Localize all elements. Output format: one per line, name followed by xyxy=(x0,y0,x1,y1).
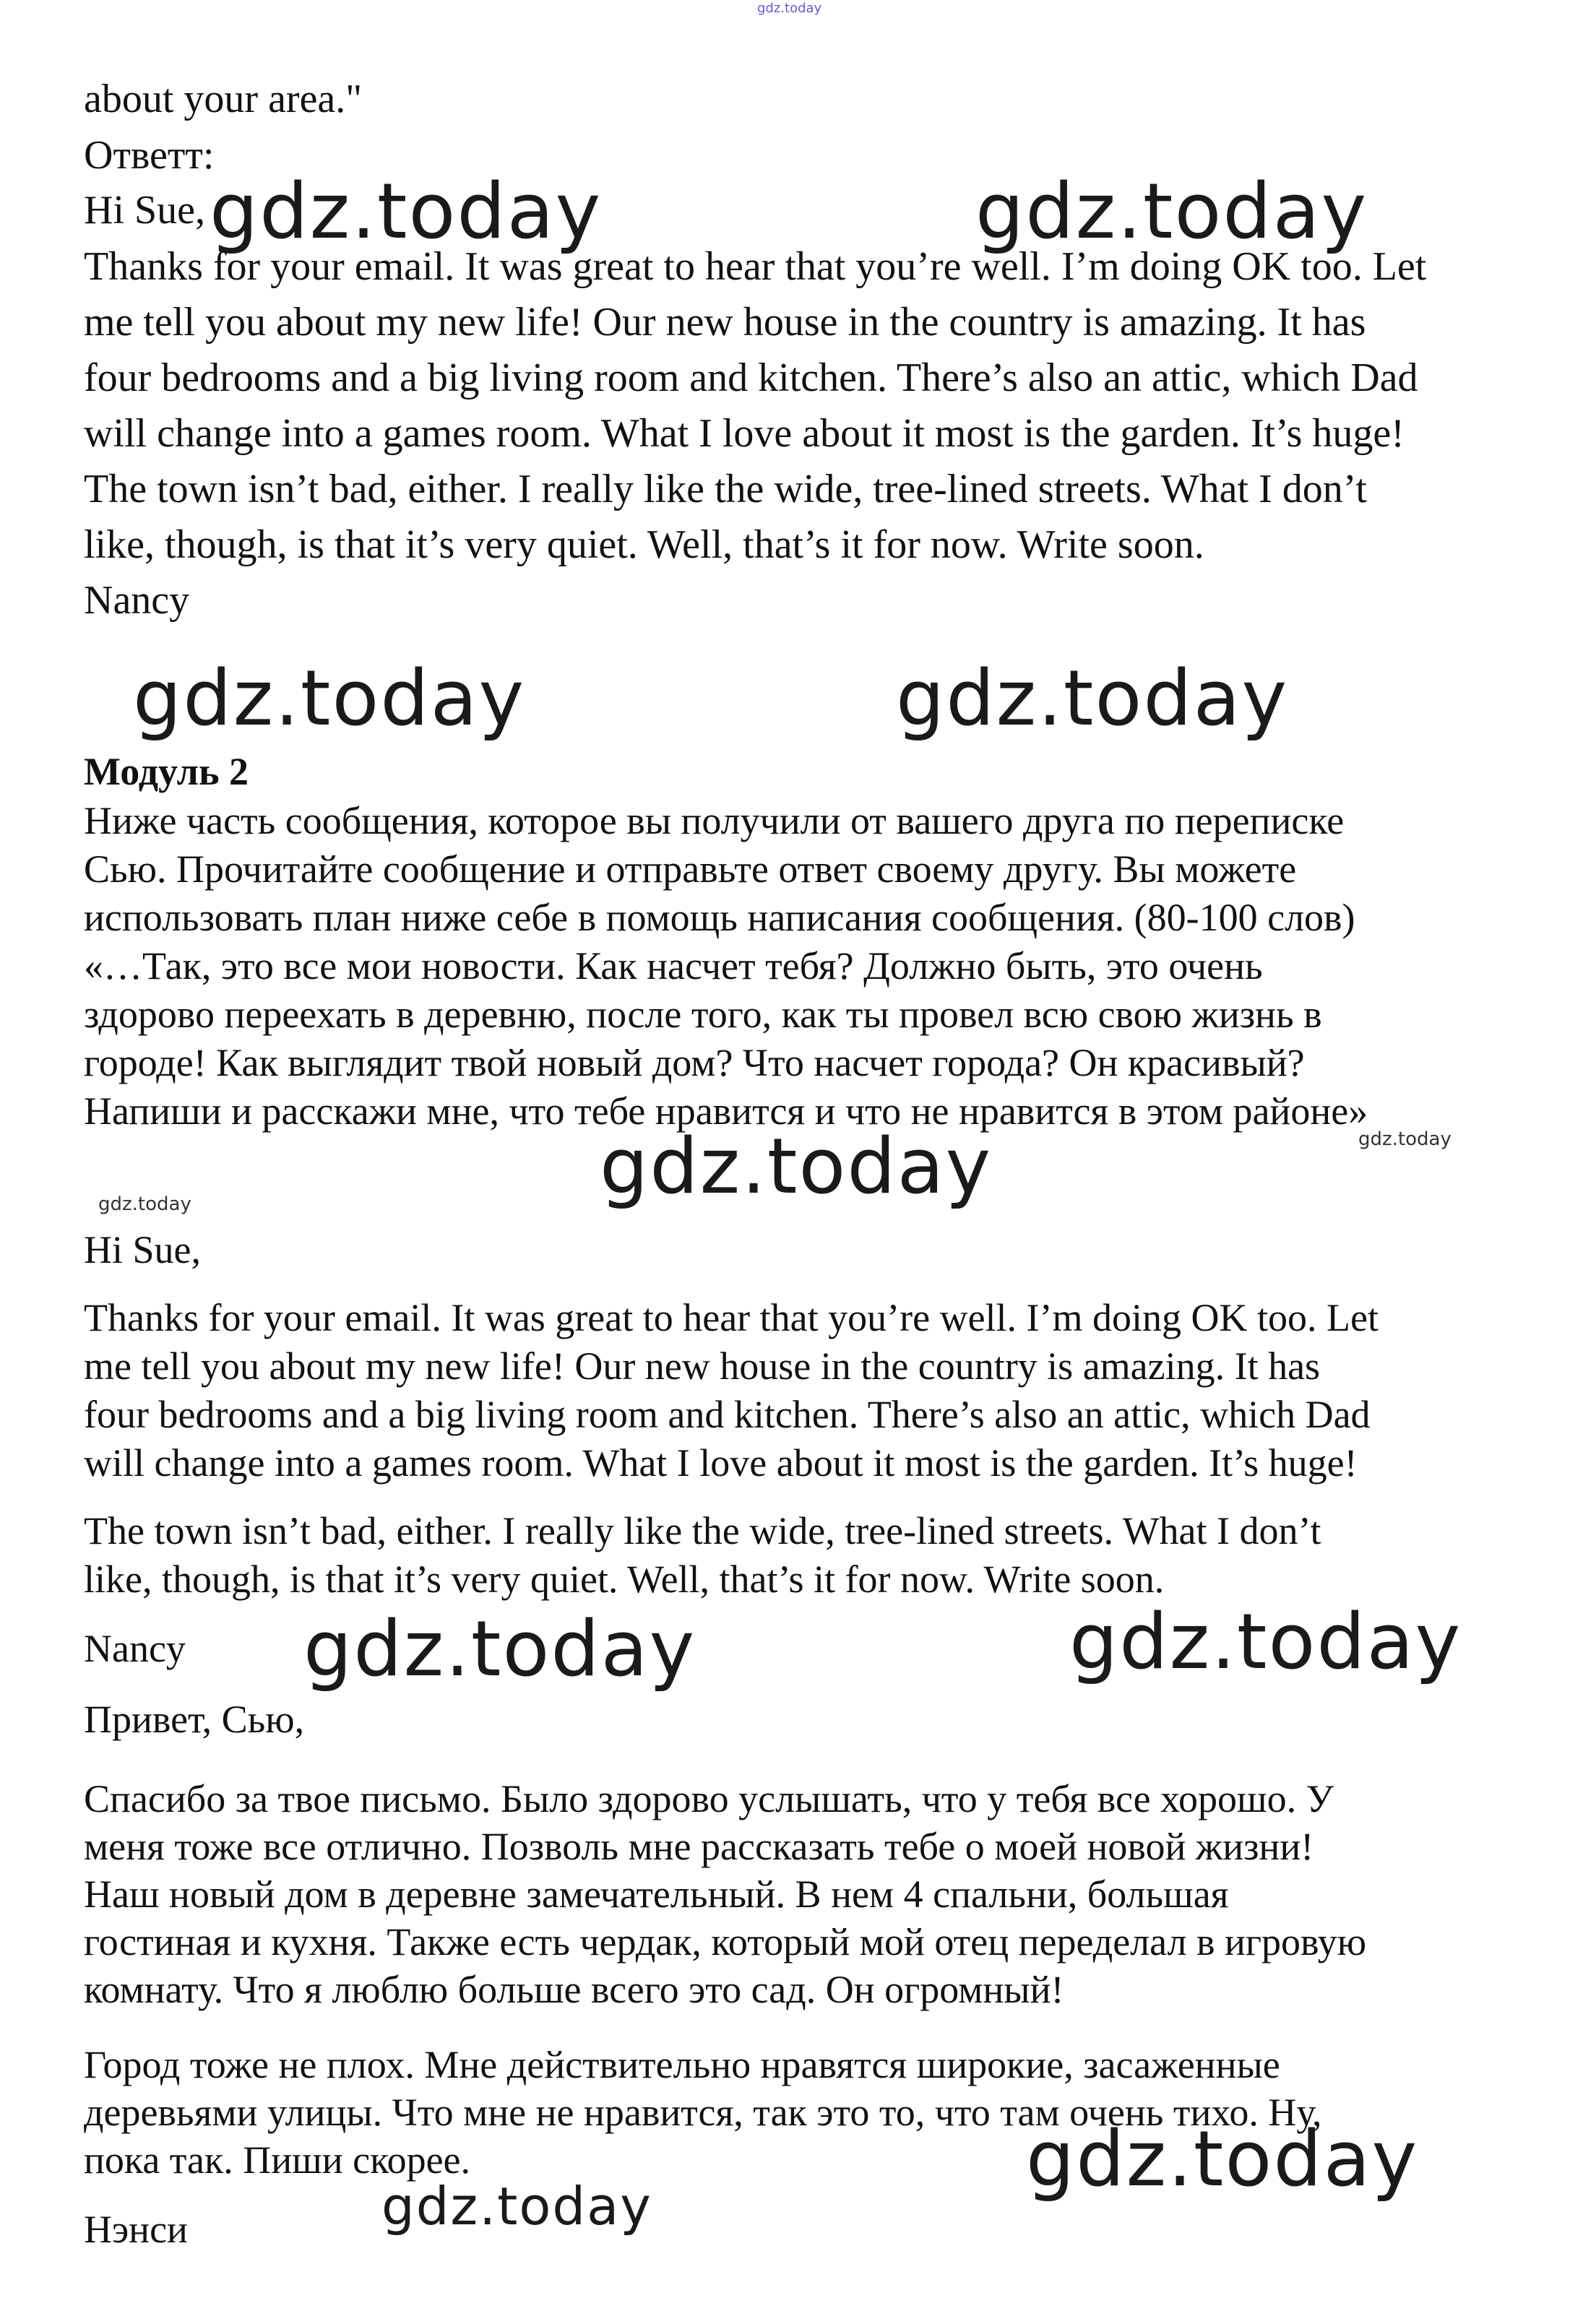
letter-line: Город тоже не плох. Мне действительно нравятся широкие, засаженные xyxy=(84,2043,1280,2086)
header-watermark: gdz.today xyxy=(757,1,822,16)
watermark: gdz.today xyxy=(975,167,1368,256)
task-line: здорово переехать в деревню, после того, как ты провел всю свою жизнь в xyxy=(84,993,1322,1036)
letter-line: like, though, is that it’s very quiet. Well, that’s it for now. Write soon. xyxy=(84,1558,1165,1601)
module-heading: Модуль 2 xyxy=(84,750,249,793)
signature: Nancy xyxy=(84,578,190,623)
prompt-tail: about your area." xyxy=(84,77,363,121)
letter-line: will change into a games room. What I love about it most is the garden. It’s huge! xyxy=(84,411,1405,456)
letter-line: four bedrooms and a big living room and kitchen. There’s also an attic, which Dad xyxy=(84,355,1418,400)
watermark: gdz.today xyxy=(1026,2115,1419,2203)
watermark: gdz.today xyxy=(210,167,603,256)
watermark: gdz.today xyxy=(303,1604,696,1693)
letter-line: me tell you about my new life! Our new house in the country is amazing. It has xyxy=(84,1344,1321,1388)
letter-line: The town isn’t bad, either. I really like the wide, tree-lined streets. What I don’t xyxy=(84,1509,1321,1552)
greeting: Hi Sue, xyxy=(84,1228,201,1271)
letter-line: комнату. Что я люблю больше всего это сад. Он огромный! xyxy=(84,1968,1064,2011)
letter-line: four bedrooms and a big living room and kitchen. There’s also an attic, which Dad xyxy=(84,1393,1371,1436)
task-line: использовать план ниже себе в помощь написания сообщения. (80-100 слов) xyxy=(84,896,1355,939)
watermark: gdz.today xyxy=(896,654,1289,743)
letter-line: like, though, is that it’s very quiet. Well, that’s it for now. Write soon. xyxy=(84,522,1204,567)
task-line: «…Так, это все мои новости. Как насчет тебя? Должно быть, это очень xyxy=(84,944,1263,988)
letter-line: деревьями улицы. Что мне не нравится, так это то, что там очень тихо. Ну, xyxy=(84,2091,1322,2134)
signature: Нэнси xyxy=(84,2208,188,2251)
watermark: gdz.today xyxy=(98,1193,191,1215)
watermark: gdz.today xyxy=(133,654,526,743)
letter-line: will change into a games room. What I love about it most is the garden. It’s huge! xyxy=(84,1441,1358,1485)
watermark: gdz.today xyxy=(600,1122,993,1211)
watermark: gdz.today xyxy=(1358,1128,1452,1150)
answer-label: Ответт: xyxy=(84,133,215,178)
task-line: Ниже часть сообщения, которое вы получили от вашего друга по переписке xyxy=(84,799,1345,842)
task-line: городе! Как выглядит твой новый дом? Что насчет города? Он красивый? xyxy=(84,1041,1305,1084)
watermark: gdz.today xyxy=(1069,1597,1462,1686)
letter-line: Thanks for your email. It was great to hear that you’re well. I’m doing OK too. Let xyxy=(84,244,1427,289)
letter-line: Наш новый дом в деревне замечательный. В нем 4 спальни, большая xyxy=(84,1872,1229,1916)
signature: Nancy xyxy=(84,1627,186,1670)
letter-line: пока так. Пиши скорее. xyxy=(84,2138,471,2182)
watermark: gdz.today xyxy=(381,2176,652,2237)
letter-line: The town isn’t bad, either. I really like the wide, tree-lined streets. What I don’t xyxy=(84,467,1367,511)
letter-line: me tell you about my new life! Our new house in the country is amazing. It has xyxy=(84,300,1366,345)
letter-line: гостиная и кухня. Также есть чердак, который мой отец переделал в игровую xyxy=(84,1920,1367,1964)
task-line: Сью. Прочитайте сообщение и отправьте ответ своему другу. Вы можете xyxy=(84,847,1297,891)
letter-line: Thanks for your email. It was great to hear that you’re well. I’m doing OK too. Let xyxy=(84,1296,1379,1339)
letter-line: Спасибо за твое письмо. Было здорово услышать, что у тебя все хорошо. У xyxy=(84,1777,1334,1820)
greeting: Hi Sue, xyxy=(84,188,205,233)
letter-line: меня тоже все отлично. Позволь мне рассказать тебе о моей новой жизни! xyxy=(84,1825,1314,1868)
task-line: Напиши и расскажи мне, что тебе нравится и что не нравится в этом районе» xyxy=(84,1089,1368,1133)
greeting: Привет, Сью, xyxy=(84,1698,305,1741)
